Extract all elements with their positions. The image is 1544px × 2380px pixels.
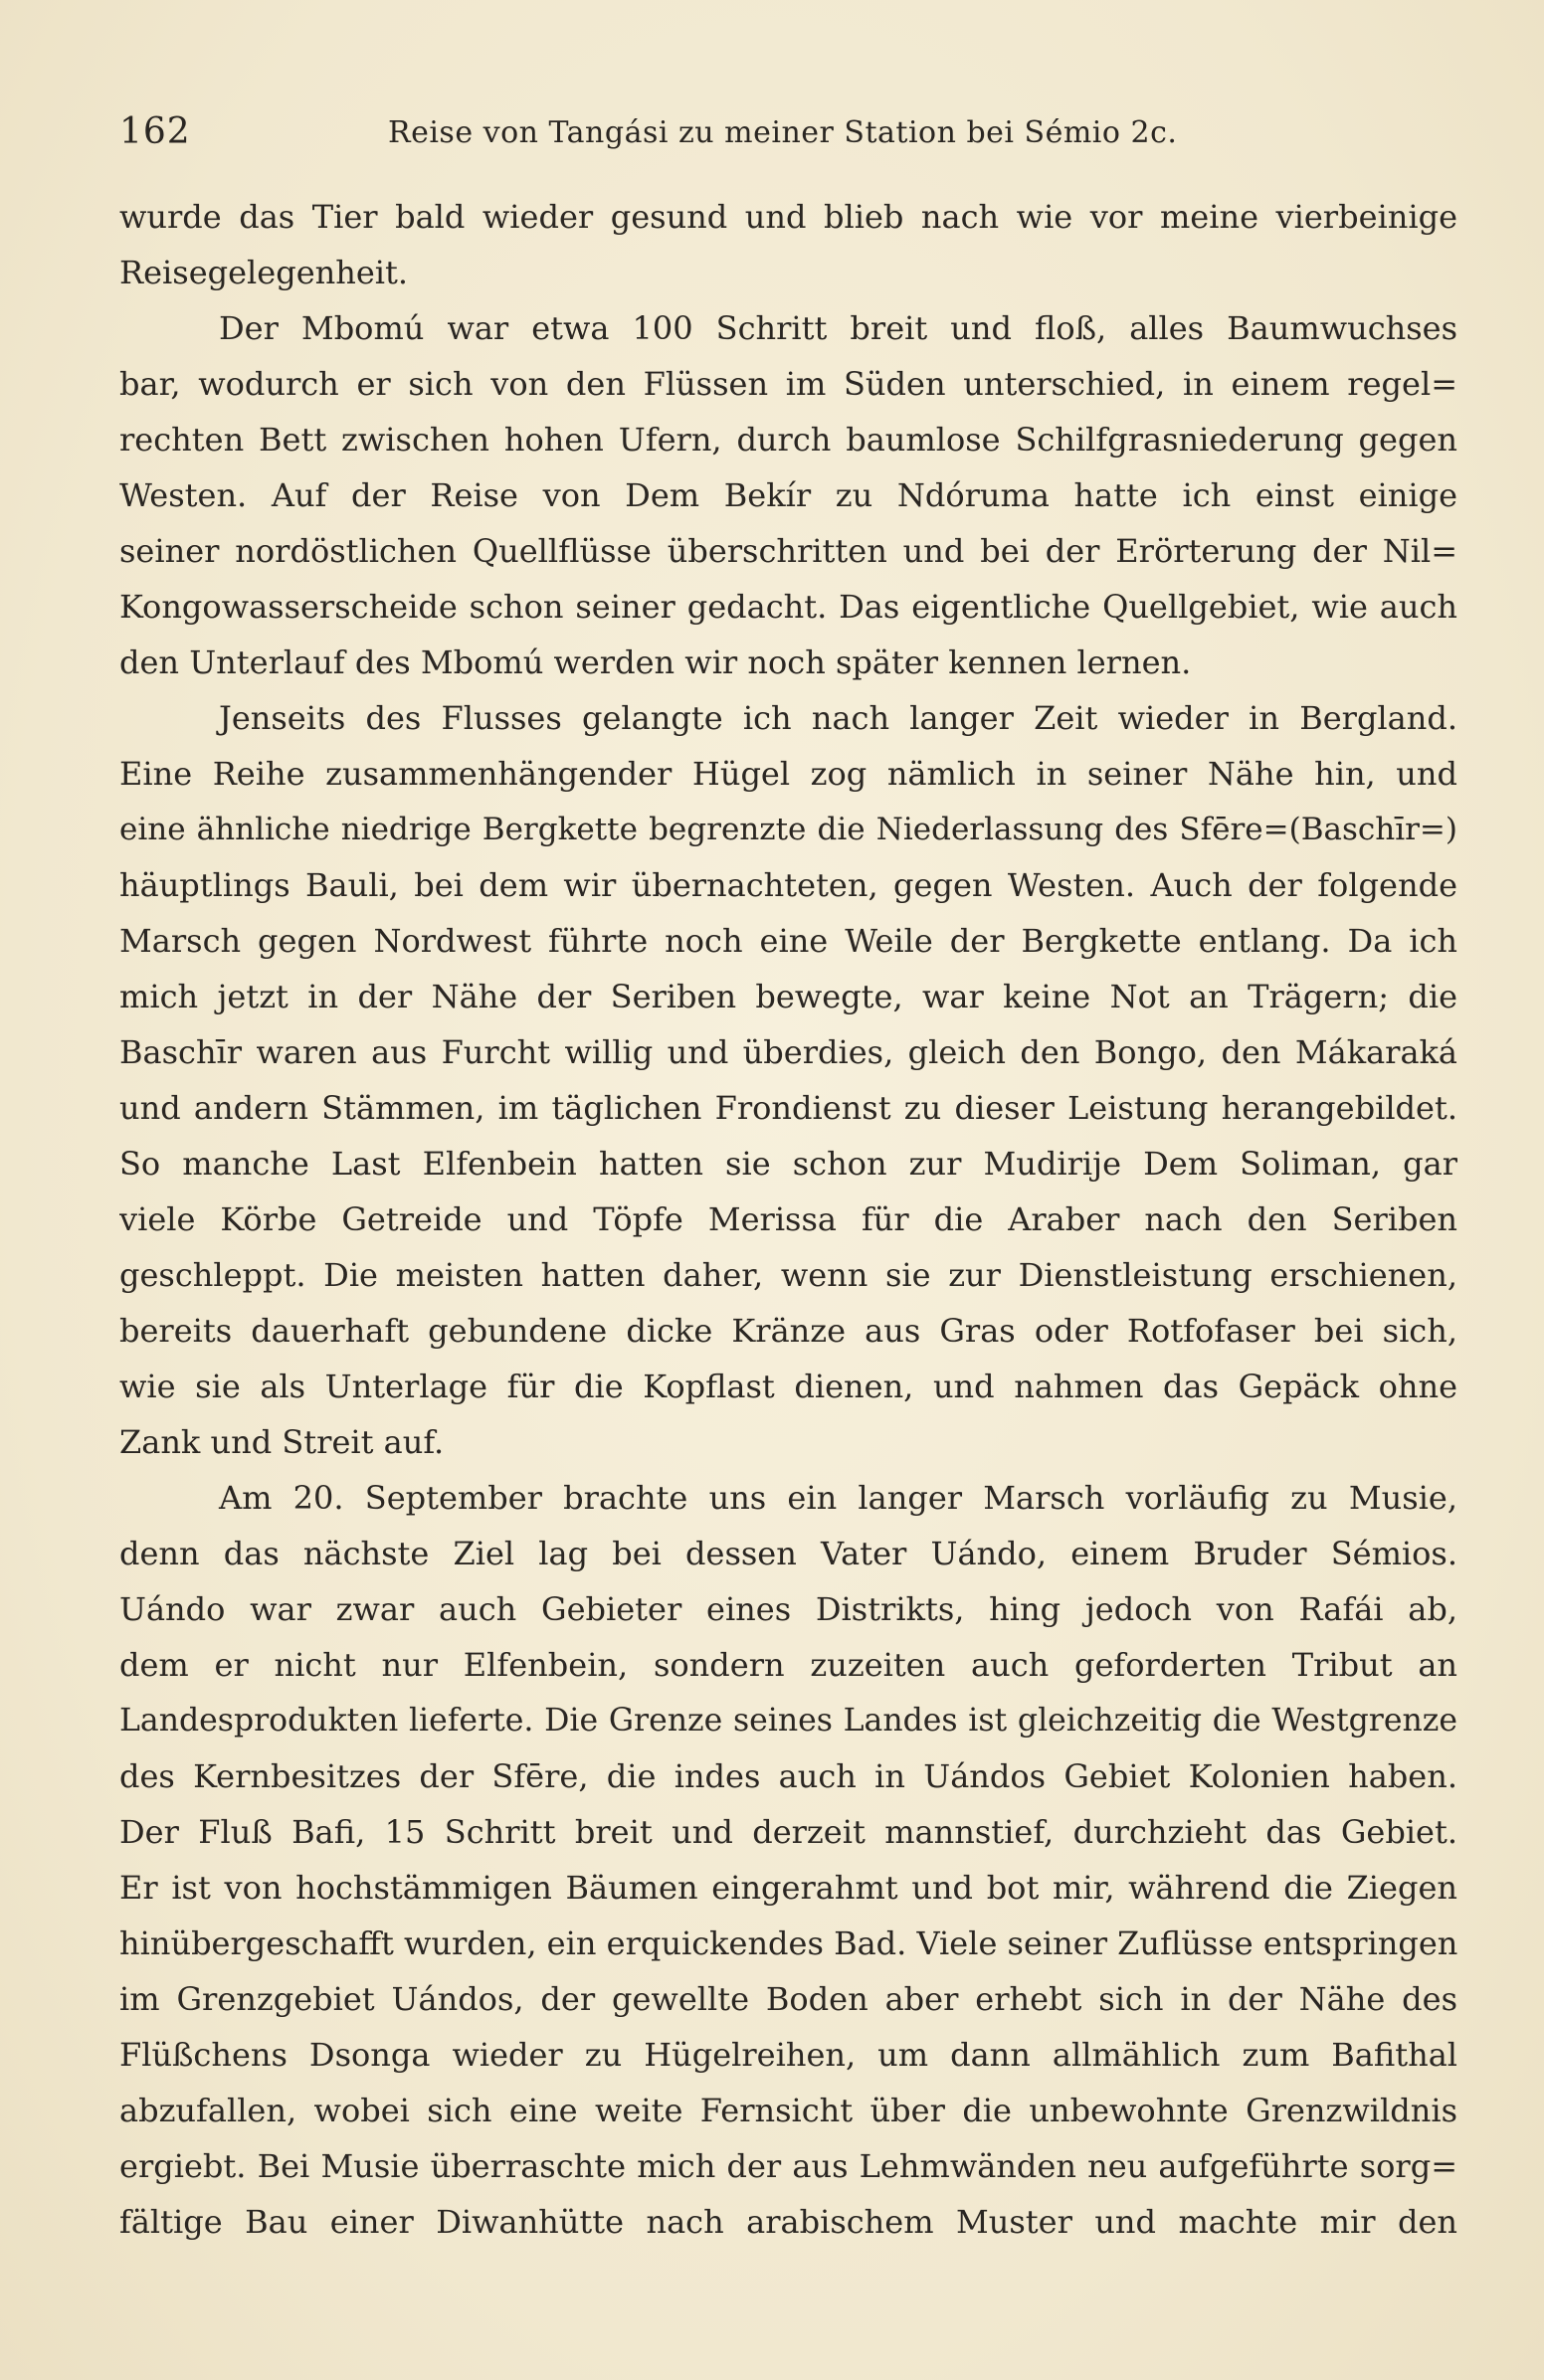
- text-line: Flüßchens Dsonga wieder zu Hügelreihen, um dann allmählich zum Bafithal: [119, 2036, 1457, 2074]
- text-line: Eine Reihe zusammenhängender Hügel zog nämlich in seiner Nähe hin, und: [119, 755, 1457, 793]
- text-line: Kongowasserscheide schon seiner gedacht. Das eigentliche Quellgebiet, wie auch: [119, 588, 1457, 626]
- text-line: Westen. Auf der Reise von Dem Bekír zu Ndóruma hatte ich einst einige: [119, 476, 1457, 514]
- body-text: [119, 189, 1457, 2250]
- text-line: Landesprodukten lieferte. Die Grenze seines Landes ist gleichzeitig die Westgrenze: [119, 1703, 1457, 1739]
- text-line: bereits dauerhaft gebundene dicke Kränze aus Gras oder Rotfofaser bei sich,: [119, 1312, 1457, 1350]
- paragraph-first-line: Jenseits des Flusses gelangte ich nach langer Zeit wieder in Bergland.: [219, 699, 1457, 737]
- paragraph-first-line: Am 20. September brachte uns ein langer Marsch vorläufig zu Musie,: [219, 1479, 1457, 1517]
- text-line: wurde das Tier bald wieder gesund und blieb nach wie vor meine vierbeinige: [119, 198, 1457, 236]
- text-line: bar, wodurch er sich von den Flüssen im Süden unterschied, in einem regel=: [119, 365, 1457, 403]
- text-line: viele Körbe Getreide und Töpfe Merissa für die Araber nach den Seriben: [119, 1200, 1457, 1238]
- text-line: dem er nicht nur Elfenbein, sondern zuzeiten auch geforderten Tribut an: [119, 1646, 1457, 1684]
- text-line: des Kernbesitzes der Sfēre, die indes auch in Uándos Gebiet Kolonien haben.: [119, 1757, 1457, 1795]
- text-line: im Grenzgebiet Uándos, der gewellte Boden aber erhebt sich in der Nähe des: [119, 1980, 1457, 2018]
- running-title: Reise von Tangási zu meiner Station bei Sémio 2c.: [388, 115, 1178, 150]
- text-line: fältige Bau einer Diwanhütte nach arabischem Muster und machte mir den: [119, 2203, 1457, 2241]
- text-line: ergiebt. Bei Musie überraschte mich der aus Lehmwänden neu aufgeführte sorg=: [119, 2147, 1457, 2185]
- paragraph-first-line: Der Mbomú war etwa 100 Schritt breit und floß, alles Baumwuchses: [219, 309, 1457, 347]
- text-line: abzufallen, wobei sich eine weite Fernsicht über die unbewohnte Grenzwildnis: [119, 2092, 1457, 2129]
- text-line: So manche Last Elfenbein hatten sie schon zur Mudirije Dem Soliman, gar: [119, 1145, 1457, 1183]
- text-line: Zank und Streit auf.: [119, 1423, 445, 1461]
- text-line: den Unterlauf des Mbomú werden wir noch später kennen lernen.: [119, 643, 1192, 681]
- text-line: Uándo war zwar auch Gebieter eines Distrikts, hing jedoch von Rafái ab,: [119, 1590, 1457, 1628]
- text-line: häuptlings Bauli, bei dem wir übernachteten, gegen Westen. Auch der folgende: [119, 866, 1457, 904]
- text-line: mich jetzt in der Nähe der Seriben bewegte, war keine Not an Trägern; die: [119, 978, 1457, 1015]
- text-line: Reisegelegenheit.: [119, 254, 409, 291]
- text-line: geschleppt. Die meisten hatten daher, wenn sie zur Dienstleistung erschienen,: [119, 1256, 1457, 1294]
- text-line: Der Fluß Bafi, 15 Schritt breit und derzeit mannstief, durchzieht das Gebiet.: [119, 1813, 1457, 1851]
- text-line: seiner nordöstlichen Quellflüsse überschritten und bei der Erörterung der Nil=: [119, 532, 1457, 570]
- text-line: rechten Bett zwischen hohen Ufern, durch baumlose Schilfgrasniederung gegen: [119, 421, 1457, 458]
- text-line: wie sie als Unterlage für die Kopflast dienen, und nahmen das Gepäck ohne: [119, 1368, 1457, 1405]
- text-line: eine ähnliche niedrige Bergkette begrenzte die Niederlassung des Sfēre=(Baschīr=): [119, 812, 1457, 847]
- page-header: [119, 111, 1375, 161]
- text-line: Er ist von hochstämmigen Bäumen eingerahmt und bot mir, während die Ziegen: [119, 1869, 1457, 1907]
- page-number: 162: [119, 111, 191, 152]
- text-line: denn das nächste Ziel lag bei dessen Vater Uándo, einem Bruder Sémios.: [119, 1535, 1457, 1572]
- text-line: Baschīr waren aus Furcht willig und überdies, gleich den Bongo, den Mákaraká: [119, 1033, 1457, 1071]
- text-line: hinübergeschafft wurden, ein erquickendes Bad. Viele seiner Zuflüsse entspringen: [119, 1924, 1457, 1962]
- text-line: Marsch gegen Nordwest führte noch eine Weile der Bergkette entlang. Da ich: [119, 922, 1457, 960]
- text-line: und andern Stämmen, im täglichen Frondienst zu dieser Leistung herangebildet.: [119, 1089, 1457, 1127]
